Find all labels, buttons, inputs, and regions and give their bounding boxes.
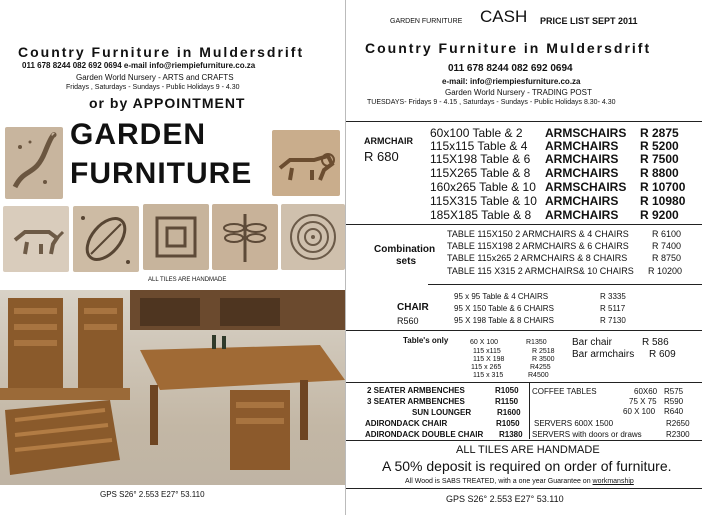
- armchair-label: ARMCHAIR: [364, 136, 413, 146]
- set-row-1-price: R 2875: [640, 126, 679, 140]
- square-spiral-tile-art: [143, 204, 209, 270]
- left-appointment: or by APPOINTMENT: [89, 95, 246, 111]
- set-row-7-desc: 185X185 Table & 8: [430, 208, 532, 222]
- right-tiles-note: ALL TILES ARE HANDMADE: [456, 444, 600, 456]
- set-row-5-price: R 10700: [640, 180, 686, 194]
- table-5-size: 115 x 315: [473, 372, 504, 379]
- bar-armchairs-price: R 609: [649, 349, 676, 360]
- set-row-6-item: ARMCHAIRS: [545, 194, 619, 208]
- table-2-size: 115 x115: [473, 348, 501, 355]
- bench-2-label: 3 SEATER ARMBENCHES: [367, 397, 465, 406]
- armchair-price: R 680: [364, 149, 399, 164]
- table-3-size: 115 X 198: [473, 356, 505, 363]
- bench-5-label: ADIRONDACK DOUBLE CHAIR: [365, 430, 484, 439]
- table-1-price: R1350: [526, 339, 547, 346]
- right-gps: GPS S26° 2.553 E27° 53.110: [446, 494, 564, 504]
- rhino-tile: [3, 206, 69, 272]
- left-tiles-note: ALL TILES ARE HANDMADE: [148, 277, 227, 283]
- set-row-7-price: R 9200: [640, 208, 679, 222]
- chair-label: CHAIR: [397, 302, 429, 313]
- rule-footer-bottom: [346, 488, 702, 489]
- set-row-6-desc: 115X315 Table & 10: [430, 194, 537, 208]
- bench-5-price: R1380: [499, 430, 523, 439]
- header-cash: CASH: [480, 7, 528, 26]
- set-row-5-item: ARMSCHAIRS: [545, 180, 627, 194]
- combo-row-3-price: R 8750: [652, 253, 682, 263]
- sabs-notice: [405, 478, 634, 485]
- lizard-tile-art: [5, 127, 63, 199]
- left-contact-line: 011 678 8244 082 692 0694 e-mail info@riempiefurniture.co.za: [22, 61, 256, 70]
- coffee-3-size: 60 X 100: [623, 407, 656, 416]
- combo-row-3-desc: TABLE 115x265 2 ARMCHAIRS & 8 CHAIRS: [447, 253, 628, 263]
- combination-sets-label: sets: [396, 256, 417, 267]
- rule-tables-top: [346, 330, 702, 331]
- tables-only-label: Table's only: [403, 336, 449, 345]
- table-1-size: 60 X 100: [470, 339, 499, 346]
- set-row-2-price: R 5200: [640, 139, 679, 153]
- chair-set-3-price: R 7130: [600, 316, 626, 325]
- set-row-1-item: ARMSCHAIRS: [545, 126, 627, 140]
- chair-set-2-desc: 95 X 150 Table & 6 CHAIRS: [454, 304, 554, 313]
- set-row-1-desc: 60x100 Table & 2: [430, 126, 523, 140]
- sabs-notice-text: All Wood is SABS TREATED, with a one year Guarantee on: [405, 478, 591, 485]
- coffee-1-price: R575: [664, 387, 684, 396]
- coffee-1-size: 60X60: [634, 387, 658, 396]
- set-row-4-desc: 115X265 Table & 8: [430, 166, 531, 180]
- set-row-3-price: R 7500: [640, 152, 679, 166]
- combo-row-4-desc: TABLE 115 X315 2 ARMCHAIRS& 10 CHAIRS: [447, 266, 634, 276]
- furniture-heading: FURNITURE: [70, 157, 253, 190]
- rule-chair-top: [428, 284, 702, 285]
- bench-1-price: R1050: [495, 386, 519, 395]
- bench-1-label: 2 SEATER ARMBENCHES: [367, 386, 465, 395]
- coffee-2-price: R590: [664, 397, 684, 406]
- dragonfly-tile-art: [212, 204, 278, 270]
- coffee-3-price: R640: [664, 407, 684, 416]
- chair-set-1-desc: 95 x 95 Table & 4 CHAIRS: [454, 292, 549, 301]
- square-spiral-tile: [143, 204, 209, 270]
- bench-coffee-divider: [529, 383, 530, 439]
- bench-2-price: R1150: [495, 397, 519, 406]
- coffee-2-size: 75 X 75: [629, 397, 657, 406]
- chair-set-3-desc: 95 X 198 Table & 8 CHAIRS: [454, 316, 554, 325]
- bench-3-price: R1600: [497, 408, 521, 417]
- set-row-7-item: ARMCHAIRS: [545, 208, 619, 222]
- chair-set-1-price: R 3335: [600, 292, 626, 301]
- server-2-price: R2300: [666, 430, 690, 439]
- set-row-2-item: ARMCHAIRS: [545, 139, 619, 153]
- left-gps: GPS S26° 2.553 E27° 53.110: [100, 490, 205, 499]
- table-4-size: 115 x 265: [471, 364, 502, 371]
- leaf-tile: [73, 206, 139, 272]
- garden-heading: GARDEN: [70, 118, 207, 151]
- set-row-4-item: ARMCHAIRS: [545, 166, 619, 180]
- table-3-price: R 3500: [532, 356, 555, 363]
- right-phone: 011 678 8244 082 692 0694: [448, 63, 573, 74]
- server-1-label: SERVERS 600X 1500: [534, 419, 614, 428]
- bench-4-label: ADIRONDACK CHAIR: [365, 419, 448, 428]
- set-row-4-price: R 8800: [640, 166, 679, 180]
- left-hours-line: Fridays , Saturdays - Sundays - Public Holidays 9 - 4.30: [66, 84, 240, 91]
- set-row-6-price: R 10980: [640, 194, 686, 208]
- bar-chair-label: Bar chair: [572, 337, 613, 348]
- chair-set-2-price: R 5117: [600, 304, 626, 313]
- rule-combination-top: [346, 224, 702, 225]
- set-row-5-desc: 160x265 Table & 10: [430, 180, 536, 194]
- table-5-price: R4500: [528, 372, 549, 379]
- bench-3-label: SUN LOUNGER: [412, 408, 472, 417]
- left-page: [0, 0, 345, 515]
- spiral-tile: [281, 204, 345, 270]
- dragonfly-tile: [212, 204, 278, 270]
- rule-footer-top: [346, 440, 702, 441]
- bar-chair-price: R 586: [642, 337, 669, 348]
- header-price-list: PRICE LIST SEPT 2011: [540, 16, 638, 26]
- server-2-label: SERVERS with doors or draws: [532, 430, 642, 439]
- rule-top: [346, 121, 702, 122]
- combo-row-2-desc: TABLE 115X198 2 ARMCHAIRS & 6 CHAIRS: [447, 241, 629, 251]
- bar-armchairs-label: Bar armchairs: [572, 349, 635, 360]
- lizard-tile: [5, 127, 63, 199]
- set-row-3-item: ARMCHAIRS: [545, 152, 619, 166]
- combination-label: Combination: [374, 244, 436, 255]
- header-garden-furniture: GARDEN FURNITURE: [390, 18, 463, 25]
- left-nursery-line: Garden World Nursery - ARTS and CRAFTS: [76, 73, 234, 82]
- combo-row-4-price: R 10200: [648, 266, 683, 276]
- furniture-photo: [0, 290, 345, 485]
- set-row-2-desc: 115x115 Table & 4: [430, 139, 528, 153]
- left-business-name: Country Furniture in Muldersdrift: [18, 44, 305, 60]
- deposit-notice: A 50% deposit is required on order of furniture.: [382, 458, 672, 474]
- set-row-3-desc: 115X198 Table & 6: [430, 152, 531, 166]
- workmanship-link: workmanship: [592, 478, 634, 485]
- right-hours: TUESDAYS- Fridays 9 - 4.15 , Saturdays - Sundays - Public Holidays 8.30- 4.30: [367, 99, 616, 106]
- coffee-tables-label: COFFEE TABLES: [532, 387, 597, 396]
- spiral-tile-art: [281, 204, 345, 270]
- combo-row-2-price: R 7400: [652, 241, 682, 251]
- combo-row-1-price: R 6100: [652, 229, 682, 239]
- furniture-photo-art: [0, 290, 345, 485]
- combo-row-1-desc: TABLE 115X150 2 ARMCHAIRS & 4 CHAIRS: [447, 229, 629, 239]
- chair-price: R560: [397, 316, 419, 326]
- right-nursery: Garden World Nursery - TRADING POST: [445, 88, 592, 97]
- lion-tile: [272, 130, 340, 196]
- table-2-price: R 2518: [532, 348, 555, 355]
- leaf-tile-art: [73, 206, 139, 272]
- lion-tile-art: [272, 130, 340, 196]
- rule-benches-top: [346, 382, 702, 383]
- right-business-name: Country Furniture in Muldersdrift: [365, 40, 652, 56]
- right-email: e-mail: info@riempiesfurniture.co.za: [442, 77, 581, 86]
- bench-4-price: R1050: [496, 419, 520, 428]
- right-page: [346, 0, 710, 515]
- rhino-tile-art: [3, 206, 69, 272]
- server-1-price: R2650: [666, 419, 690, 428]
- table-4-price: R4255: [530, 364, 551, 371]
